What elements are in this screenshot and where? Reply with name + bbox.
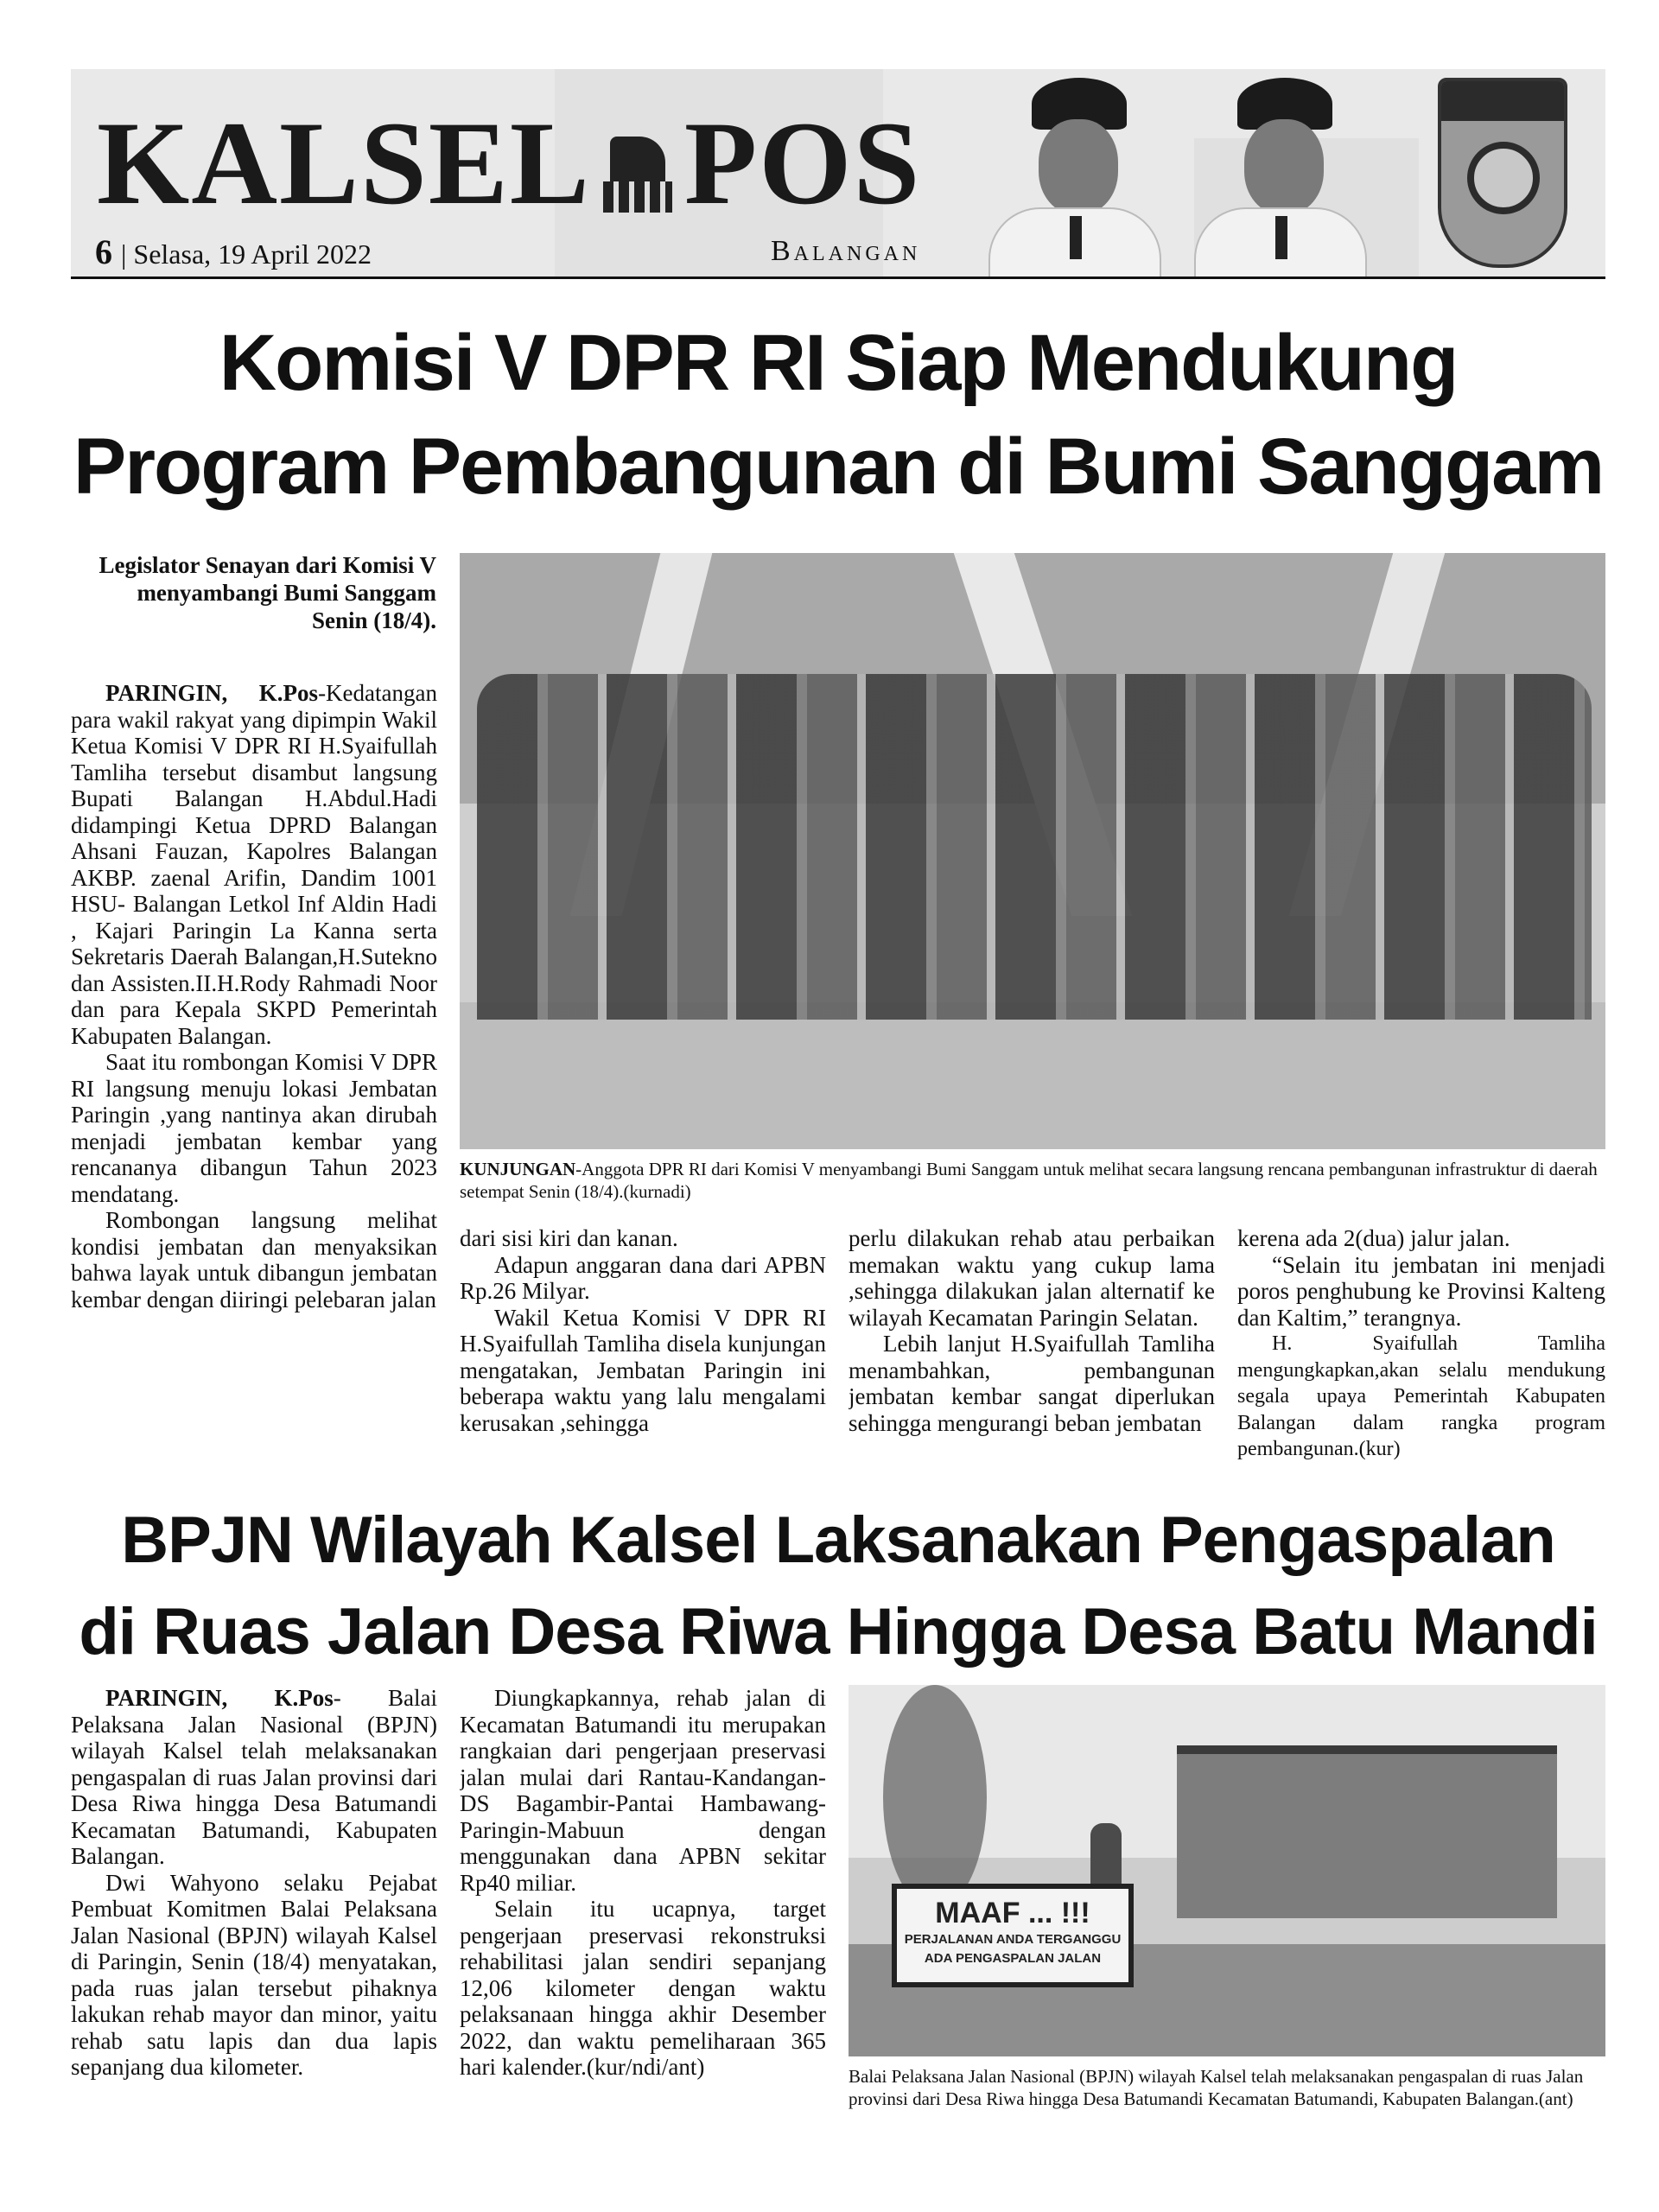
sign-line-1: MAAF ... !!!	[935, 1897, 1090, 1929]
article1-paragraph: dari sisi kiri dan kanan.	[460, 1225, 678, 1251]
article2-paragraph: Dwi Wahyono selaku Pejabat Pembuat Komitmen Balai Pelaksana Jalan Nasional (BPJN) wilayah Kalsel di Paringin, Senin (18/4) menyatakan, pada ruas jalan tersebut pihaknya lakukan rehab mayor dan minor, yaitu rehab satu lapis dan dua lapis sepanjang dua kilometer.	[71, 1869, 437, 2080]
article1-paragraph: Lebih lanjut H.Syaifullah Tamliha menambahkan, pembangunan jembatan kembar sangat diperlukan sehingga mengurangi beban jembatan	[849, 1331, 1215, 1436]
logo-text-left: KALSEL	[97, 97, 591, 229]
regent-portrait	[988, 78, 1161, 276]
section-name: Balangan	[771, 235, 921, 267]
article2-dateline: PARINGIN, K.Pos	[105, 1685, 334, 1711]
article2-column-2	[460, 1685, 826, 2169]
article2-photo	[849, 1685, 1605, 2056]
photo-group-of-officials	[477, 674, 1592, 1020]
article1-column-1	[71, 680, 437, 1475]
article2-photo-caption: Balai Pelaksana Jalan Nasional (BPJN) wilayah Kalsel telah melaksanakan pengaspalan di ruas Jalan provinsi dari Desa Riwa hingga Desa Batumandi Kecamatan Batumandi, Kabupaten Balangan.(ant)	[849, 2066, 1584, 2109]
sign-line-3: ADA PENGASPALAN JALAN	[924, 1951, 1102, 1966]
article1-paragraph: Saat itu rombongan Komisi V DPR RI langsung menuju lokasi Jembatan Paringin ,yang nantinya akan dirubah menjadi jembatan kembar yang rencananya dibangun Tahun 2023 mendatang.	[71, 1049, 437, 1207]
article1-paragraph: H. Syaifullah Tamliha mengungkapkan,akan selalu mendukung segala upaya Pemerintah Kabupaten Balangan dalam rangka program pembangunan.(kur)	[1237, 1332, 1605, 1460]
article1-headline-line2: Program Pembangunan di Bumi Sanggam	[73, 423, 1604, 511]
article1-dateline: PARINGIN, K.Pos	[105, 680, 319, 706]
article1-lead: Legislator Senayan dari Komisi V menyambangi Bumi Sanggam Senin (18/4).	[99, 552, 436, 633]
sign-line-2: PERJALANAN ANDA TERGANGGU	[904, 1932, 1122, 1947]
article1-headline-line1: Komisi V DPR RI Siap Mendukung	[219, 319, 1458, 407]
article1-headline	[71, 311, 1605, 518]
logo-text-right: POS	[683, 97, 922, 229]
article1-column-2	[460, 1225, 826, 1476]
article1-photo	[460, 553, 1605, 1149]
photo-road	[460, 1002, 1605, 1149]
article2-headline-line2: di Ruas Jalan Desa Riwa Hingga Desa Batu Mandi	[79, 1595, 1598, 1669]
article1-photo-caption	[460, 1158, 1605, 1203]
article2-paragraph: PARINGIN, K.Pos- Balai Pelaksana Jalan Nasional (BPJN) wilayah Kalsel telah melaksanakan pengaspalan di ruas Jalan provinsi dari Desa Riwa hingga Desa Batumandi Kecamatan Batumandi, Kabupaten Balangan.	[71, 1685, 437, 1869]
article2-paragraph: Selain itu ucapnya, target pengerjaan preservasi rekonstruksi rehabilitasi jalan sendiri sepanjang 12,06 kilometer dengan waktu pelaksanaan hingga akhir Desember 2022, dan waktu pemeliharaan 365 hari kalender.(kur/ndi/ant)	[460, 1896, 826, 2080]
article2-paragraph: Diungkapkannya, rehab jalan di Kecamatan Batumandi itu merupakan rangkaian dari pengerjaan preservasi jalan mulai dari Rantau-Kandangan-DS Bagambir-Pantai Hambawang-Paringin-Mabuun dengan menggunakan dana APBN sekitar Rp40 miliar.	[460, 1685, 826, 1896]
road-work-sign	[892, 1884, 1134, 1987]
article2-headline-line1: BPJN Wilayah Kalsel Laksanakan Pengaspalan	[121, 1503, 1555, 1577]
article1-paragraph: Rombongan langsung melihat kondisi jembatan dan menyaksikan bahwa layak untuk dibangun jembatan kembar dengan diiringi pelebaran jalan	[71, 1207, 437, 1313]
page-number: 6	[95, 232, 112, 271]
article1-paragraph: Adapun anggaran dana dari APBN Rp.26 Milyar.	[460, 1251, 826, 1304]
article1-paragraph: “Selain itu jembatan ini menjadi poros penghubung ke Provinsi Kalteng dan Kaltim,” terangnya.	[1237, 1251, 1605, 1331]
regency-crest-icon	[1438, 78, 1567, 268]
masthead-divider	[71, 276, 1605, 279]
article1-paragraph: perlu dilakukan rehab atau perbaikan memakan waktu yang cukup lama ,sehingga dilakukan jalan alternatif ke wilayah Kecamatan Paringin Selatan.	[849, 1225, 1215, 1331]
article2-column-1	[71, 1685, 437, 2169]
masthead	[71, 69, 1605, 276]
vice-regent-portrait	[1194, 78, 1367, 276]
photo-tree	[883, 1685, 987, 1910]
issue-line	[95, 232, 372, 272]
article1-column-3	[849, 1225, 1215, 1476]
article2-headline	[71, 1495, 1605, 1678]
article1-column-4	[1237, 1225, 1605, 1476]
logo-emblem-icon	[603, 137, 672, 214]
newspaper-logo	[97, 97, 922, 229]
article1-paragraph: PARINGIN, K.Pos-Kedatangan para wakil rakyat yang dipimpin Wakil Ketua Komisi V DPR RI H.Syaifullah Tamliha tersebut disambut langsung Bupati Balangan H.Abdul.Hadi didampingi Ketua DPRD Balangan Ahsani Fauzan, Kapolres Balangan AKBP. zaenal Arifin, Dandim 1001 HSU- Balangan Letkol Inf Aldin Hadi , Kajari Paringin La Kanna serta Sekretaris Daerah Balangan,H.Sutekno dan Assisten.II.H.Rody Rahmadi Noor dan para Kepala SKPD Pemerintah Kabupaten Balangan.	[71, 680, 437, 1049]
article1-paragraph: kerena ada 2(dua) jalur jalan.	[1237, 1225, 1510, 1251]
issue-date: | Selasa, 19 April 2022	[121, 238, 372, 270]
caption-text: -Anggota DPR RI dari Komisi V menyambangi Bumi Sanggam untuk melihat secara langsung rencana pembangunan infrastruktur di daerah setempat Senin (18/4).(kurnadi)	[460, 1159, 1598, 1202]
photo-house	[1177, 1745, 1557, 1918]
article1-paragraph: Wakil Ketua Komisi V DPR RI H.Syaifullah Tamliha disela kunjungan mengatakan, Jembatan Paringin ini beberapa waktu yang lalu mengalami kerusakan ,sehingga	[460, 1304, 826, 1436]
caption-label: KUNJUNGAN	[460, 1159, 576, 1179]
